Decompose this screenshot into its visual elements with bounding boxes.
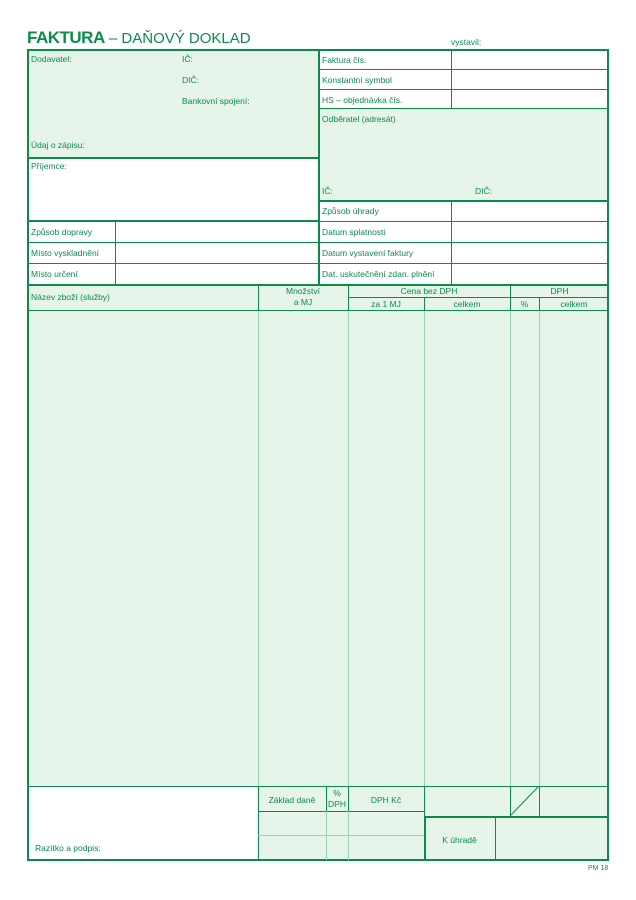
col-vat-total-header: celkem [560, 299, 588, 309]
body-col-line-4 [510, 311, 511, 786]
payment-row-line-1 [318, 221, 609, 222]
to-pay-divider [495, 816, 496, 861]
summary-col-extra-2 [539, 786, 540, 816]
col-price-total-header: celkem [453, 299, 481, 309]
supplier-registry-label: Údaj o zápisu: [31, 140, 85, 150]
taxable-date-label: Dat. uskutečnění zdan. plnění [322, 269, 435, 279]
summary-col-base-lower [326, 811, 327, 860]
info-row-line-2 [318, 89, 609, 90]
items-subheader-line [348, 297, 609, 298]
col-price-unit-header: za 1 MJ [371, 299, 401, 309]
col-qty-header-2: a MJ [293, 297, 313, 307]
col-vat-pct-header: % [520, 299, 529, 309]
supplier-dic-label: DIČ: [182, 75, 199, 85]
shipping-value-divider [115, 220, 116, 285]
info-row-line-1 [318, 69, 609, 70]
top-divider [318, 49, 320, 285]
shipping-row-line-2 [27, 263, 318, 264]
title-rest: – DAŇOVÝ DOKLAD [104, 30, 251, 47]
tax-base-label: Základ daně [268, 795, 316, 805]
to-pay-label: K úhradě [442, 835, 477, 845]
recipient-bottom-line [27, 220, 318, 222]
vat-czk-label: DPH Kč [370, 795, 402, 805]
invoice-number-label: Faktura čís. [322, 55, 367, 65]
document-title [27, 28, 251, 49]
customer-label: Odběratel (adresát) [322, 114, 396, 124]
stamp-signature-label: Razítko a podpis: [35, 843, 101, 853]
body-col-line-1 [258, 311, 259, 786]
shipping-row-line-1 [27, 242, 318, 243]
col-price-header: Cena bez DPH [400, 286, 458, 296]
form-code: PM 18 [588, 865, 609, 872]
payment-value-divider [451, 200, 452, 285]
body-col-line-2 [348, 311, 349, 786]
body-col-line-3 [424, 311, 425, 786]
payment-row-line-3 [318, 263, 609, 264]
due-date-label: Datum splatnosti [322, 227, 386, 237]
recipient-label: Příjemce: [31, 161, 67, 171]
customer-dic-label: DIČ: [475, 186, 492, 196]
order-number-label: HS – objednávka čís. [322, 95, 403, 105]
customer-bottom-line [318, 200, 609, 202]
issue-date-label: Datum vystavení faktury [322, 248, 414, 258]
items-header-bottom [27, 310, 609, 311]
info-row-line-3 [318, 108, 609, 109]
destination-label: Místo určení [31, 269, 78, 279]
summary-row-line [258, 835, 424, 836]
supplier-bank-label: Bankovní spojení: [182, 96, 250, 106]
constant-symbol-label: Konstantní symbol [322, 75, 392, 85]
col-name-header: Název zboží (služby) [31, 292, 110, 302]
supplier-ic-label: IČ: [182, 54, 193, 64]
diagonal-slash [510, 786, 539, 816]
supplier-label: Dodavatel: [31, 54, 72, 64]
summary-header-bottom [258, 811, 424, 812]
vat-pct-label-1: % [333, 788, 341, 798]
col-qty-header-1: Množství [285, 286, 320, 296]
customer-ic-label: IČ: [322, 186, 333, 196]
body-col-line-5 [539, 311, 540, 786]
supplier-bottom-line [27, 157, 318, 159]
shipping-method-label: Způsob dopravy [31, 227, 92, 237]
payment-row-line-2 [318, 242, 609, 243]
summary-col-vat [424, 786, 425, 816]
payment-method-label: Způsob úhrady [322, 206, 379, 216]
summary-col-pct-lower [348, 811, 349, 860]
col-vat-header: DPH [550, 286, 569, 296]
vat-pct-label-2: DPH [328, 799, 346, 809]
info-value-divider [451, 49, 452, 108]
title-bold: FAKTURA [27, 28, 105, 47]
issued-by-label: vystavil: [451, 37, 482, 47]
dispatch-place-label: Místo vyskladnění [31, 248, 100, 258]
